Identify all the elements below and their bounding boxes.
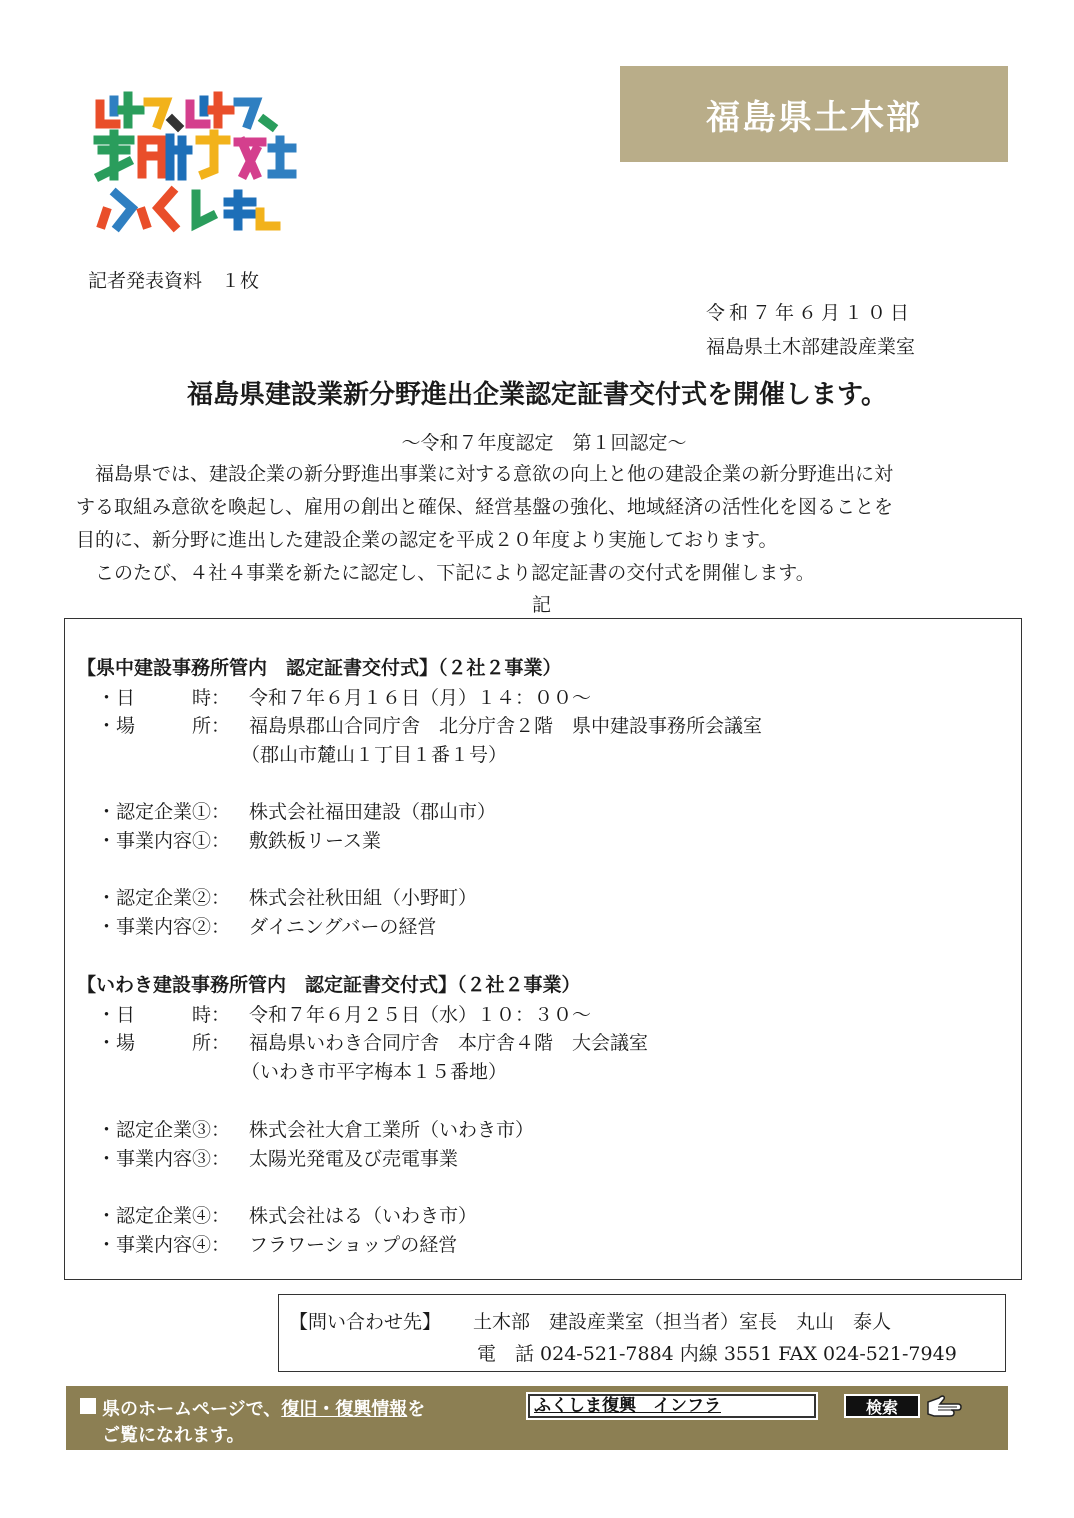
business-value: 敷鉄板リース業 (249, 830, 382, 852)
company-label: ・認定企業④： (97, 1205, 231, 1227)
company-label: ・認定企業①： (97, 801, 231, 823)
footer-text-suffix: を (407, 1399, 426, 1420)
footer-text-line2: ご覧になれます。 (102, 1425, 245, 1446)
company-value: 株式会社福田建設（郡山市） (249, 801, 497, 823)
recovery-info-link[interactable]: 復旧・復興情報 (281, 1399, 408, 1420)
section-heading: 【いわき建設事務所管内 認定証書交付式】（２社２事業） (77, 974, 581, 996)
company-label: ・認定企業②： (97, 887, 231, 909)
ki-marker: 記 (532, 594, 552, 616)
press-material-label: 記者発表資料 １枚 (88, 270, 260, 292)
contact-label: 【問い合わせ先】 (289, 1311, 442, 1333)
ceremony-details-box (64, 618, 1022, 1280)
company-value: 株式会社はる（いわき市） (249, 1205, 478, 1227)
place-label: ・場 所： (97, 715, 231, 737)
contact-phone: 電 話 024-521-7884 内線 3551 FAX 024-521-7949 (477, 1343, 957, 1365)
datetime-label: ・日 時： (97, 1004, 231, 1026)
place-value: 福島県郡山合同庁舎 北分庁舎２階 県中建設事務所会議室 (249, 715, 763, 737)
place-value: 福島県いわき合同庁舎 本庁舎４階 大会議室 (249, 1032, 649, 1054)
company-label: ・認定企業③： (97, 1119, 231, 1141)
footer-text-prefix: 県のホームページで、 (102, 1399, 282, 1420)
document-title: 福島県建設業新分野進出企業認定証書交付式を開催します。 (187, 380, 887, 410)
search-button[interactable]: 検索 (844, 1394, 920, 1418)
issuing-office: 福島県土木部建設産業室 (706, 336, 916, 358)
body-line: 目的に、新分野に進出した建設企業の認定を平成２０年度より実施しております。 (76, 529, 778, 551)
document-subtitle: ～令和７年度認定 第１回認定～ (401, 432, 687, 454)
body-line: する取組み意欲を喚起し、雇用の創出と確保、経営基盤の強化、地域経済の活性化を図ることを (76, 496, 894, 518)
datetime-value: 令和７年６月２５日（水）１０：３０～ (249, 1004, 592, 1026)
section-heading: 【県中建設事務所管内 認定証書交付式】（２社２事業） (77, 657, 562, 679)
fukushima-logo (92, 90, 302, 240)
business-label: ・事業内容④： (97, 1234, 231, 1256)
business-label: ・事業内容①： (97, 830, 231, 852)
company-value: 株式会社秋田組（小野町） (249, 887, 478, 909)
contact-box (278, 1294, 1006, 1372)
body-line: このたび、４社４事業を新たに認定し、下記により認定証書の交付式を開催します。 (76, 562, 815, 584)
business-label: ・事業内容③： (97, 1148, 231, 1170)
square-bullet-icon (80, 1398, 96, 1414)
body-line: 福島県では、建設企業の新分野進出事業に対する意欲の向上と他の建設企業の新分野進出に対 (76, 463, 894, 485)
business-value: 太陽光発電及び売電事業 (249, 1148, 459, 1170)
company-value: 株式会社大倉工業所（いわき市） (249, 1119, 535, 1141)
footer-banner (66, 1386, 1008, 1450)
footer-text-line1 (102, 1395, 425, 1421)
address-value: （いわき市平字梅本１５番地） (241, 1061, 508, 1083)
place-label: ・場 所： (97, 1032, 231, 1054)
datetime-value: 令和７年６月１６日（月）１４：００～ (249, 687, 592, 709)
search-input[interactable]: ふくしま復興 インフラ (528, 1394, 816, 1418)
department-banner (620, 66, 1008, 162)
release-date: 令和７年６月１０日 (706, 302, 914, 324)
contact-person: 土木部 建設産業室（担当者）室長 丸山 泰人 (473, 1311, 892, 1333)
address-value: （郡山市麓山１丁目１番１号） (241, 744, 508, 766)
business-label: ・事業内容②： (97, 916, 231, 938)
business-value: ダイニングバーの経営 (249, 916, 437, 938)
business-value: フラワーショップの経営 (249, 1234, 458, 1256)
pointing-hand-icon (924, 1392, 964, 1422)
datetime-label: ・日 時： (97, 687, 231, 709)
department-name: 福島県土木部 (706, 97, 922, 138)
